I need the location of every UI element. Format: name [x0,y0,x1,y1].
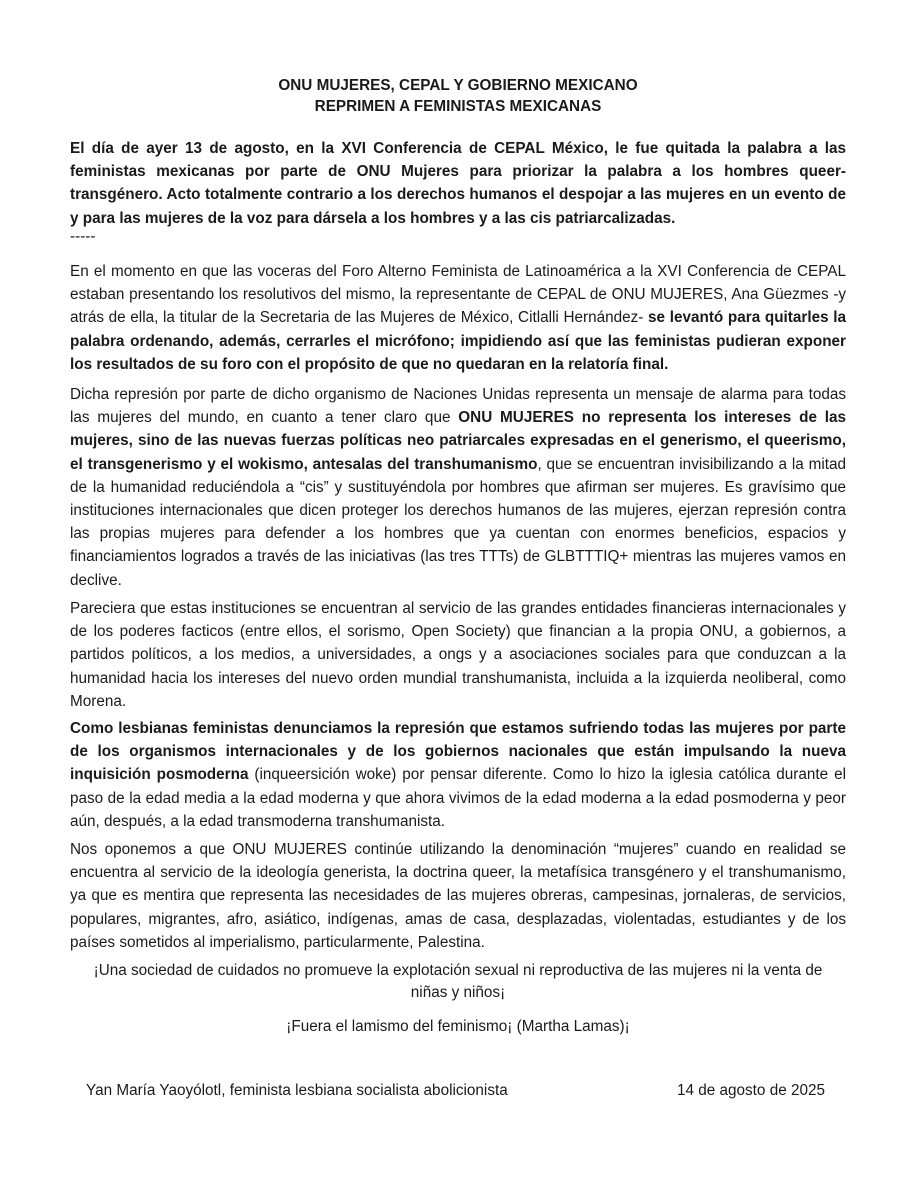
paragraph-2 [70,260,846,376]
intro-paragraph [70,137,846,230]
paragraph-3-bold: ONU MUJERES no representa los intereses de las mujeres, sino de las nuevas fuerzas políticas neo patriarcales expresadas en el generismo, el queerismo, el transgenerismo y el wokismo, antesalas del transhumanismo [70,409,846,473]
closing-line-2: niñas y niños¡ [410,984,506,1001]
paragraph-6-text: Nos oponemos a que ONU MUJERES continúe utilizando la denominación “mujeres” cuando en realidad se encuentra al servicio de la ideología generista, la doctrina queer, la metafísica transgénero y el transhumanismo, ya que es mentira que representa las necesidades de las mujeres obreras, campesinas, jornaleras, de servicios, populares, migrantes, afro, asiático, indígenas, amas de casa, desplazadas, violentadas, estudiantes y de los países sometidos al imperialismo, particularmente, Palestina. [70,841,846,951]
signature: Yan María Yaoyólotl, feminista lesbiana socialista abolicionista [86,1082,508,1099]
paragraph-2-text: En el momento en que las voceras del Foro Alterno Feminista de Latinoamérica a la XVI Conferencia de CEPAL estaban presentando los resolutivos del mismo, la representante de CEPAL de ONU MUJERES, Ana Güezmes -y atrás de ella, la titular de la Secretaria de las Mujeres de México, Citlalli Hernández- [70,263,846,327]
document-title-line-2: REPRIMEN A FEMINISTAS MEXICANAS [314,98,602,115]
document-date: 14 de agosto de 2025 [676,1082,825,1099]
paragraph-3 [70,383,846,592]
paragraph-3-text-a: Dicha represión por parte de dicho organismo de Naciones Unidas representa un mensaje de alarma para todas las mujeres del mundo, en cuanto a tener claro que [70,386,846,427]
paragraph-5 [70,717,846,833]
closing-line-1: ¡Una sociedad de cuidados no promueve la explotación sexual ni reproductiva de las mujeres ni la venta de [93,962,823,979]
closing-line-3: ¡Fuera el lamismo del feminismo¡ (Martha Lamas)¡ [286,1018,630,1035]
paragraph-5-bold: Como lesbianas feministas denunciamos la represión que estamos sufriendo todas las mujeres por parte de los organismos internacionales y de los gobiernos nacionales que están impulsando la nueva inquisición posmoderna [70,720,846,784]
paragraph-4 [70,597,846,713]
paragraph-6 [70,838,846,954]
document-title-line-1: ONU MUJERES, CEPAL Y GOBIERNO MEXICANO [278,77,638,94]
paragraph-2-bold: se levantó para quitarles la palabra ordenando, además, cerrarles el micrófono; impidiendo así que las feministas pudieran exponer los resultados de su foro con el propósito de que no quedaran en la relatoría final. [70,309,846,373]
paragraph-3-text-b: , que se encuentran invisibilizando a la mitad de la humanidad reduciéndola a “cis” y sustituyéndola por hombres que afirman ser mujeres. Es gravísimo que instituciones internacionales que dicen proteger los derechos humanos de las mujeres, ejerzan represión contra las propias mujeres para defender a los hombres que ya cuentan con enormes beneficios, espacios y financiamientos logrados a través de las iniciativas (las tres TTTs) de GLBTTTIQ+ mientras las mujeres vamos en declive. [70,455,846,589]
paragraph-4-text: Pareciera que estas instituciones se encuentran al servicio de las grandes entidades financieras internacionales y de los poderes facticos (entre ellos, el sorismo, Open Society) que financian a la propia ONU, a gobiernos, a partidos políticos, a los medios, a universidades, a ongs y a asociaciones sociales para que conduzcan a la humanidad hacia los intereses del nuevo orden mundial transhumanista, incluida a la izquierda neoliberal, como Morena. [70,600,846,710]
paragraph-5-text: (inqueersición woke) por pensar diferente. Como lo hizo la iglesia católica durante el paso de la edad media a la edad moderna y que ahora vivimos de la edad moderna a la edad posmoderna y peor aún, después, a la edad transmoderna transhumanista. [70,766,846,830]
separator: ----- [70,228,96,245]
intro-paragraph-bold: El día de ayer 13 de agosto, en la XVI Conferencia de CEPAL México, le fue quitada la palabra a las feministas mexicanas por parte de ONU Mujeres para priorizar la palabra a los hombres queer-transgénero. Acto totalmente contrario a los derechos humanos el despojar a las mujeres en un evento de y para las mujeres de la voz para dársela a los hombres y a las cis patriarcalizadas. [70,140,846,227]
